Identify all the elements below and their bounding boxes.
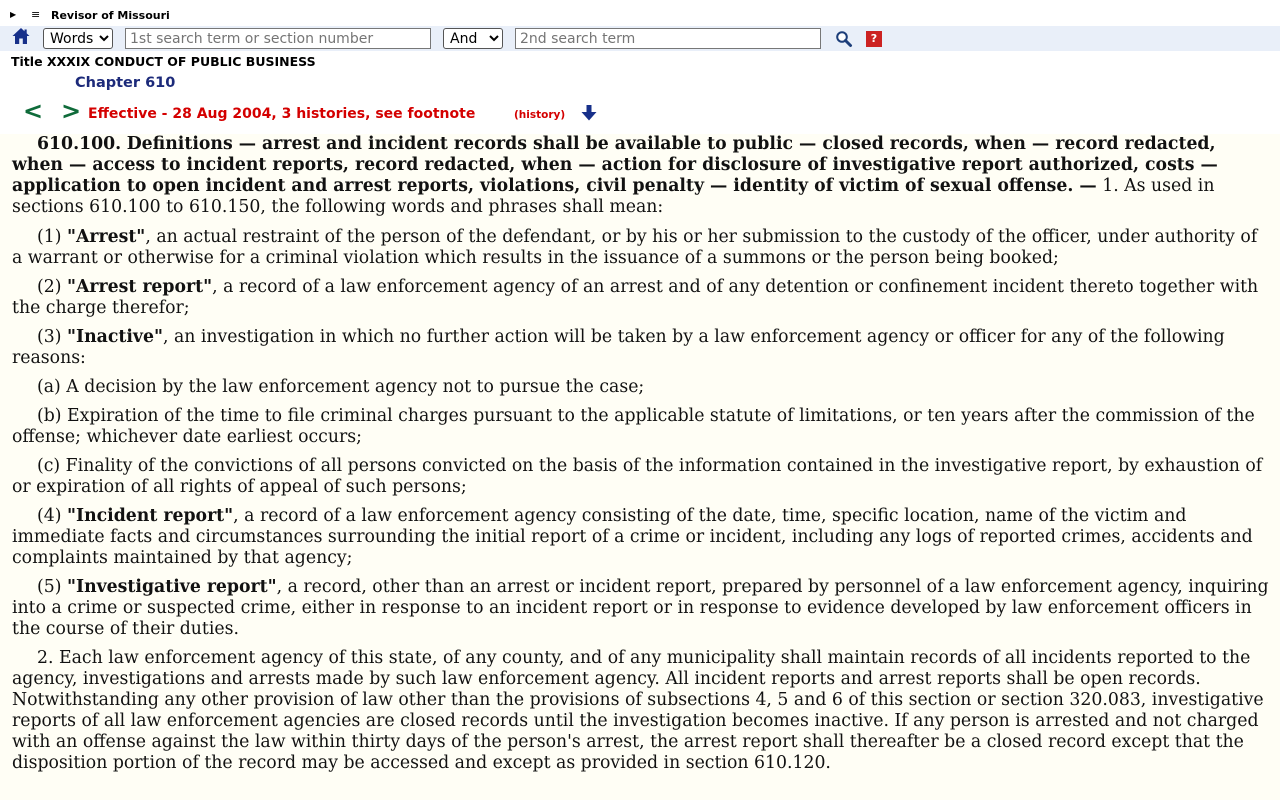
definition-paragraph (12, 277, 1270, 319)
definition-paragraph (12, 227, 1270, 269)
definition-text: , a record of a law enforcement agency of an arrest and of any detention or confinement incident thereto together with the charge therefor; (12, 277, 1259, 318)
reason-paragraph (12, 456, 1270, 498)
section-heading-paragraph (12, 134, 1270, 218)
definition-term: "Arrest report" (66, 277, 213, 297)
hamburger-icon[interactable]: ≡ (31, 8, 41, 21)
reason-number: (a) (37, 377, 61, 397)
definition-term: "Investigative report" (66, 577, 277, 597)
home-icon[interactable] (11, 26, 31, 46)
next-section-button[interactable]: > (61, 97, 82, 125)
reason-text: Expiration of the time to file criminal charges pursuant to the applicable statute of limitations, or ten years after the commission of the offense; whichever date earliest occurs; (12, 406, 1255, 447)
definition-text: , an investigation in which no further action will be taken by a law enforcement agency or officer for any of the following reasons: (12, 327, 1225, 368)
header-area (0, 0, 1280, 134)
history-link[interactable]: (history) (514, 109, 566, 121)
definition-number: (2) (37, 277, 62, 297)
definition-paragraph (12, 577, 1270, 640)
brand-row (0, 8, 1280, 24)
reason-paragraph (12, 377, 1270, 398)
reason-number: (b) (37, 406, 62, 426)
section-number: 610.100. (37, 134, 122, 154)
help-icon[interactable]: ? (866, 31, 882, 47)
definition-number: (5) (37, 577, 62, 597)
second-search-input[interactable] (515, 28, 821, 49)
section-title: Definitions — arrest and incident records shall be available to public — closed records, when — record redacted, when — access to incident reports, record redacted, when — action for disclosure of investigative report authorized, costs — application to open incident and arrest reports, violations, civil penalty — identity of victim of sexual offense. — (12, 134, 1218, 196)
statute-text (12, 134, 1270, 782)
definition-paragraph (12, 327, 1270, 369)
first-search-input[interactable] (125, 28, 431, 49)
triangle-right-icon[interactable]: ▶ (10, 10, 17, 19)
magnifier-icon[interactable] (835, 30, 853, 48)
reason-text: A decision by the law enforcement agency not to pursue the case; (66, 377, 645, 397)
effective-date-link[interactable]: Effective - 28 Aug 2004, 3 histories, see footnote (88, 106, 476, 122)
definition-term: "Arrest" (66, 227, 146, 247)
search-bar (0, 26, 1280, 51)
definition-paragraph (12, 506, 1270, 569)
previous-section-button[interactable]: < (23, 97, 44, 125)
chapter-link[interactable]: Chapter 610 (75, 75, 176, 91)
search-mode-select[interactable] (43, 28, 113, 49)
definition-term: "Inactive" (66, 327, 163, 347)
definition-number: (3) (37, 327, 62, 347)
reason-text: Finality of the convictions of all persons convicted on the basis of the information contained in the investigative report, by exhaustion of or expiration of all rights of appeal of such persons; (12, 456, 1263, 497)
title-heading[interactable]: Title XXXIX CONDUCT OF PUBLIC BUSINESS (11, 54, 316, 69)
definition-text: , a record, other than an arrest or incident report, prepared by personnel of a law enforcement agency, inquiring into a crime or suspected crime, either in response to an incident report or in response to evidence developed by law enforcement officers in the course of their duties. (12, 577, 1269, 639)
subsection-paragraph: 2. Each law enforcement agency of this state, of any county, and of any municipality shall maintain records of all incidents reported to the agency, investigations and arrests made by such law enforcement agency. All incident reports and arrest reports shall be open records. Notwithstanding any other provision of law other than the provisions of subsections 4, 5 and 6 of this section or section 320.083, investigative reports of all law enforcement agencies are closed records until the investigation becomes inactive. If any person is arrested and not charged with an offense against the law within thirty days of the person's arrest, the arrest report shall thereafter be a closed record except that the disposition portion of the record may be accessed and except as provided in section 610.120. (12, 648, 1264, 773)
connector-select[interactable] (443, 28, 503, 49)
down-arrow-icon[interactable] (580, 104, 598, 122)
definition-number: (1) (37, 227, 62, 247)
reason-paragraph (12, 406, 1270, 448)
reason-number: (c) (37, 456, 61, 476)
definition-number: (4) (37, 506, 62, 526)
definition-text: , a record of a law enforcement agency consisting of the date, time, specific location, name of the victim and immediate facts and circumstances surrounding the initial report of a crime or incident, including any logs of reported crimes, accidents and complaints maintained by that agency; (12, 506, 1253, 568)
site-title[interactable]: Revisor of Missouri (51, 9, 170, 22)
definition-term: "Incident report" (66, 506, 234, 526)
section-intro: 1. As used in sections 610.100 to 610.150, the following words and phrases shall mean: (12, 176, 1215, 217)
definition-text: , an actual restraint of the person of the defendant, or by his or her submission to the custody of the officer, under authority of a warrant or otherwise for a criminal violation which results in the issuance of a summons or the person being booked; (12, 227, 1258, 268)
